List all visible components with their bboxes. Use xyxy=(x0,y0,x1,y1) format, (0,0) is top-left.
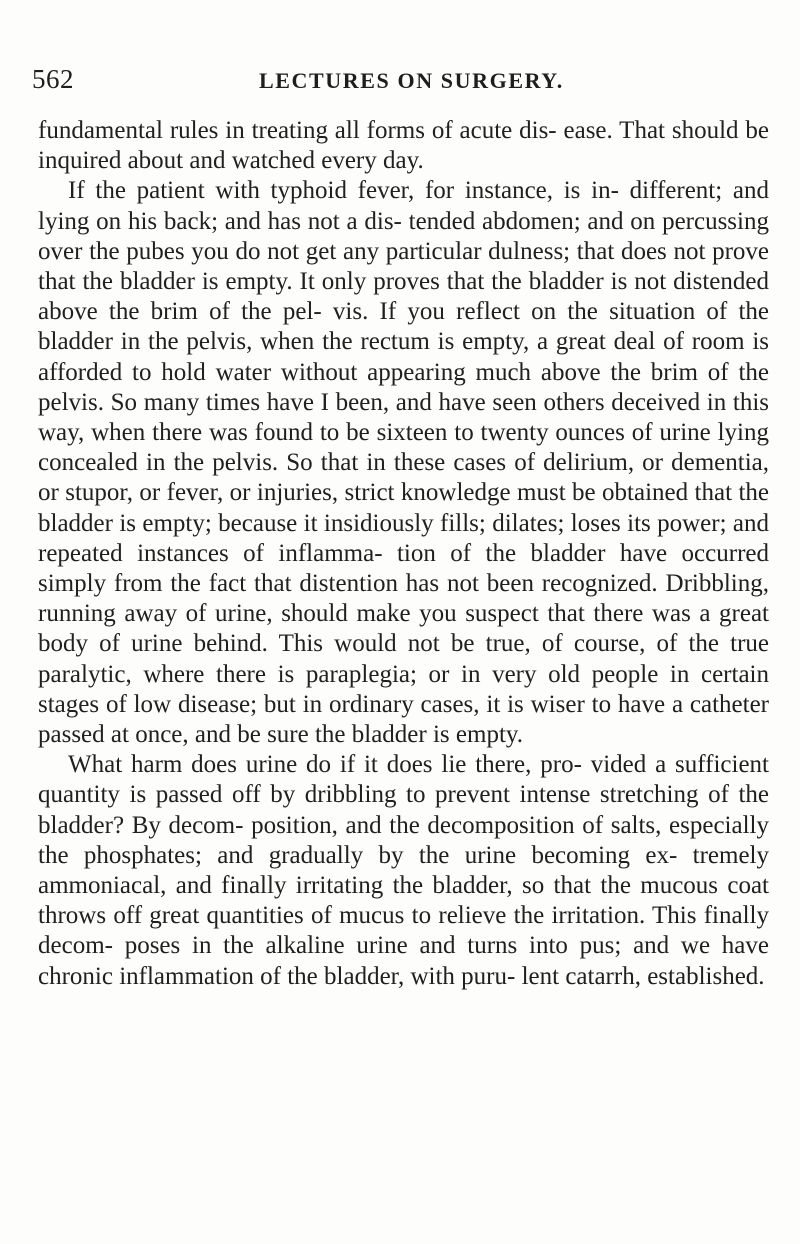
body-text xyxy=(38,116,769,992)
paragraph-continued: fundamental rules in treating all forms of acute dis- ease. That should be inquired about and watched every day. xyxy=(38,117,769,175)
paragraph-typhoid-bladder: If the patient with typhoid fever, for instance, is in- different; and lying on his back; and has not a dis- tended abdomen; and on percussing over the pubes you do not get any particular dulness; that does not prove that the bladder is empty. It only proves that the bladder is not distended above the brim of the pel- vis. If you reflect on the situation of the bladder in the pelvis, when the rectum is empty, a great deal of room is afforded to hold water without appearing much above the brim of the pelvis. So many times have I been, and have seen others deceived in this way, when there was found to be sixteen to twenty ounces of urine lying concealed in the pelvis. So that in these cases of delirium, or dementia, or stupor, or fever, or injuries, strict knowledge must be obtained that the bladder is empty; because it insidiously fills; dilates; loses its power; and repeated instances of inflamma- tion of the bladder have occurred simply from the fact that distention has not been recognized. Dribbling, running away of urine, should make you suspect that there was a great body of urine behind. This would not be true, of course, of the true paralytic, where there is paraplegia; or in very old people in certain stages of low disease; but in ordinary cases, it is wiser to have a catheter passed at once, and be sure the bladder is empty. xyxy=(38,177,769,749)
page-header xyxy=(32,64,772,98)
paragraph-urine-harm: What harm does urine do if it does lie there, pro- vided a sufficient quantity is passed off by dribbling to prevent intense stretching of the bladder? By decom- position, and the decomposition of salts, especially the phosphates; and gradually by the urine becoming ex- tremely ammoniacal, and finally irritating the bladder, so that the mucous coat throws off great quantities of mucus to relieve the irritation. This finally decom- poses in the alkaline urine and turns into pus; and we have chronic inflammation of the bladder, with puru- lent catarrh, established. xyxy=(38,751,769,990)
running-title: LECTURES ON SURGERY. xyxy=(259,68,564,93)
page-number: 562 xyxy=(32,64,74,94)
